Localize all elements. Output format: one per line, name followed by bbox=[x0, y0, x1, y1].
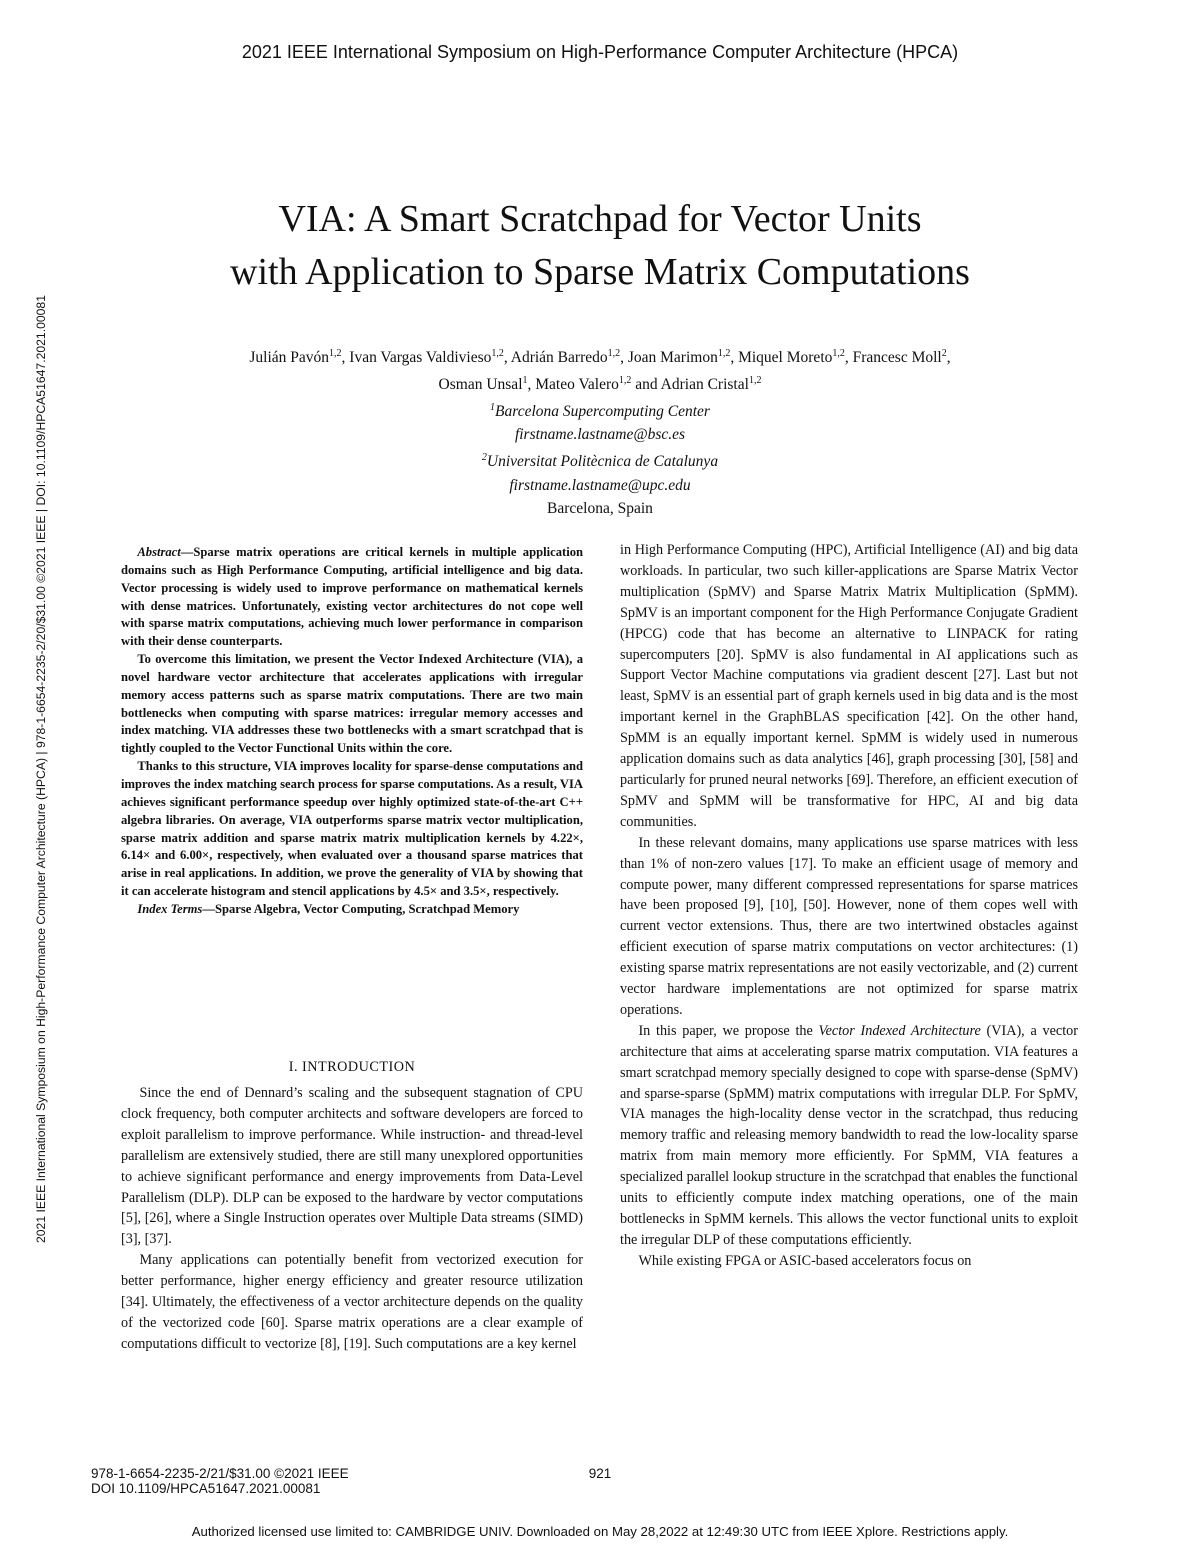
license-note: Authorized licensed use limited to: CAMBRIDGE UNIV. Downloaded on May 28,2022 at 12:49:30 UTC from IEEE Xplore. Restrictions apply. bbox=[191, 1524, 1009, 1539]
title-line-2: with Application to Sparse Matrix Computations bbox=[230, 251, 970, 293]
author-name: , Mateo Valero bbox=[527, 376, 619, 394]
footer-doi: DOI 10.1109/HPCA51647.2021.00081 bbox=[91, 1481, 321, 1496]
body-paragraph bbox=[620, 1021, 1078, 1251]
author-affiliation-mark: 1,2 bbox=[748, 375, 762, 387]
index-terms-text: —Sparse Algebra, Vector Computing, Scratchpad Memory bbox=[202, 901, 520, 916]
left-column-body bbox=[121, 1083, 583, 1355]
abstract-paragraph-2: To overcome this limitation, we present the Vector Indexed Architecture (VIA), a novel hardware vector architecture that accelerates applications with irregular memory access patterns such as sparse matrix computations. There are two main bottlenecks when computing with sparse matrices: irregular memory accesses and index matching. VIA addresses these two bottlenecks with a smart scratchpad that is tightly coupled to the Vector Functional Units within the core. bbox=[121, 652, 583, 756]
conference-header: 2021 IEEE International Symposium on High-Performance Computer Architecture (HPCA) bbox=[241, 42, 959, 62]
abstract bbox=[121, 544, 583, 919]
section-heading: I. INTRODUCTION bbox=[288, 1059, 416, 1075]
affiliation-name: Universitat Politècnica de Catalunya bbox=[486, 453, 719, 471]
index-terms bbox=[121, 901, 583, 919]
author-separator: , bbox=[946, 349, 951, 367]
author-name: and Adrian Cristal bbox=[631, 376, 749, 394]
body-paragraph: In these relevant domains, many applications use sparse matrices with less than 1% of non-zero values [17]. To make an efficient usage of memory and compute power, many different compressed representations for sparse matrices have been proposed [9], [10], [50]. However, none of them copes well with current vector extensions. Thus, there are two intertwined obstacles against efficient execution of sparse matrix computations on vector architectures: (1) existing sparse matrix representations are not easily vectorizable, and (2) current vector hardware implementations are not optimized for sparse matrix operations. bbox=[620, 834, 1078, 1018]
author-affiliation-mark: 1,2 bbox=[618, 375, 632, 387]
affiliation-name: Barcelona Supercomputing Center bbox=[495, 403, 710, 421]
affiliation-1 bbox=[0, 396, 1200, 423]
abstract-paragraph-3: Thanks to this structure, VIA improves locality for sparse-dense computations and improves the index matching search process for sparse computations. As a result, VIA achieves significant performance speedup over highly optimized state-of-the-art C++ algebra libraries. On average, VIA outperforms sparse matrix vector multiplication, sparse matrix addition and sparse matrix matrix multiplication kernels by 4.22×, 6.14× and 6.00×, respectively, when evaluated over a thousand sparse matrices that arise in real applications. In addition, we prove the generality of VIA by showing that it can accelerate histogram and stencil applications by 4.5× and 3.5×, respectively. bbox=[121, 759, 583, 899]
author-line-2 bbox=[0, 369, 1200, 396]
location: Barcelona, Spain bbox=[547, 499, 653, 517]
author-affiliation-mark: 1,2 bbox=[491, 348, 504, 359]
author-affiliation-mark: 1,2 bbox=[329, 348, 342, 359]
affiliation-2 bbox=[0, 446, 1200, 473]
body-paragraph: Since the end of Dennard’s scaling and the subsequent stagnation of CPU clock frequency, both computer architects and software developers are forced to exploit parallelism to improve performance. While instruction- and thread-level parallelism are extensively studied, there are still many unexplored opportunities to achieve significant performance and energy improvements from Data-Level Parallelism (DLP). DLP can be exposed to the hardware by vector computations [5], [26], where a Single Instruction operates over Multiple Data streams (SIMD) [3], [37]. bbox=[121, 1085, 583, 1248]
index-terms-lead: Index Terms bbox=[137, 901, 203, 916]
body-paragraph: in High Performance Computing (HPC), Artificial Intelligence (AI) and big data workloads. In particular, two such killer-applications are Sparse Matrix Vector multiplication (SpMV) and Sparse Matrix Matrix Multiplication (SpMM). SpMV is an important component for the High Performance Conjugate Gradient (HPCG) code that has become an alternative to LINPACK for rating supercomputers [20]. SpMV is also fundamental in AI applications such as Support Vector Machine computations via gradient descent [27]. Last but not least, SpMV is an essential part of graph kernels used in big data and is the most important kernel in the GraphBLAS specification [42]. On the other hand, SpMM is an equally important kernel. SpMM is widely used in numerous application domains such as data analytics [46], graph processing [30], [58] and particularly for pruned neural networks [69]. Therefore, an efficient execution of SpMV and SpMM will be transformative for HPC, AI and big data communities. bbox=[620, 542, 1079, 830]
author-line-1 bbox=[0, 342, 1200, 369]
author-affiliation-mark: 1,2 bbox=[607, 348, 621, 359]
side-metadata-note: 2021 IEEE International Symposium on High-Performance Computer Architecture (HPCA) | 978-1-6654-2235-2/20/$31.00 ©2021 IEEE | DOI: 10.1109/HPCA51647.2021.00081 bbox=[34, 295, 48, 1243]
author-name: Julián Pavón bbox=[249, 349, 330, 367]
right-column-body bbox=[620, 540, 1078, 1272]
abstract-paragraph-1 bbox=[121, 544, 583, 651]
author-name: , Ivan Vargas Valdivieso bbox=[341, 349, 492, 367]
affiliation-mark: 2 bbox=[481, 452, 487, 464]
author-affiliation-mark: 1,2 bbox=[832, 348, 845, 359]
affiliation-mark: 1 bbox=[490, 402, 496, 414]
email-2: firstname.lastname@upc.edu bbox=[509, 476, 691, 494]
author-name: , Joan Marimon bbox=[620, 349, 718, 367]
paper-title bbox=[0, 193, 1200, 299]
author-name: Osman Unsal bbox=[438, 376, 523, 394]
body-paragraph: Many applications can potentially benefit from vectorized execution for better performance, higher energy efficiency and greater resource utilization [34]. Ultimately, the effectiveness of a vector architecture depends on the quality of the vectorized code [60]. Sparse matrix operations are a clear example of computations difficult to vectorize [8], [19]. Such computations are a key kernel bbox=[121, 1252, 583, 1352]
page-number: 921 bbox=[588, 1466, 612, 1481]
text-run: In this paper, we propose the bbox=[638, 1022, 819, 1039]
author-block bbox=[0, 342, 1200, 520]
text-run: (VIA), a vector architecture that aims at accelerating sparse matrix computation. VIA features a smart scratchpad memory specially designed to cope with sparse-dense (SpMV) and sparse-sparse (SpMM) matrix computations with irregular DLP. For SpMV, VIA manages the high-locality dense vector in the scratchpad, thus reducing memory traffic and releasing memory bandwidth to read the low-locality sparse matrix from main memory more efficiently. For SpMM, VIA features a specialized parallel lookup structure in the scratchpad that enables the functional units to efficiently compute index matching operations, one of the main bottlenecks in SpMM kernels. This allows the vector functional units to exploit the irregular DLP of these computations efficiently. bbox=[620, 1022, 1078, 1248]
abstract-lead: Abstract bbox=[137, 545, 181, 559]
author-name: , Adrián Barredo bbox=[503, 349, 608, 367]
author-affiliation-mark: 1 bbox=[522, 375, 528, 387]
footer-isbn: 978-1-6654-2235-2/21/$31.00 ©2021 IEEE bbox=[91, 1466, 349, 1481]
author-name: , Francesc Moll bbox=[844, 349, 942, 367]
body-paragraph: While existing FPGA or ASIC-based accelerators focus on bbox=[638, 1252, 972, 1269]
email-1: firstname.lastname@bsc.es bbox=[514, 426, 686, 444]
author-name: , Miquel Moreto bbox=[730, 349, 833, 367]
abstract-text: —Sparse matrix operations are critical kernels in multiple application domains such as High Performance Computing, artificial intelligence and big data. Vector processing is widely used to improve performance on mathematical kernels with dense matrices. Unfortunately, existing vector architectures do not cope well with sparse matrix computations, achieving much lower performance in comparison with their dense counterparts. bbox=[121, 545, 583, 649]
emphasis-term: Vector Indexed Architecture bbox=[818, 1022, 981, 1039]
title-line-1: VIA: A Smart Scratchpad for Vector Units bbox=[278, 198, 922, 240]
author-affiliation-mark: 2 bbox=[941, 348, 947, 359]
author-affiliation-mark: 1,2 bbox=[717, 348, 731, 359]
